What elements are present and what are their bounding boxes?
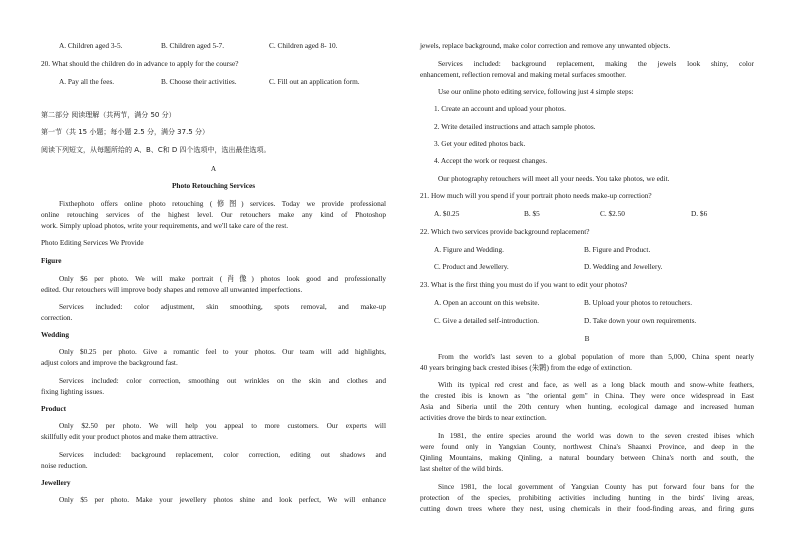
q22-option-c: C. Product and Jewellery. [434,262,509,271]
step-3: 3. Get your edited photos back. [434,139,526,148]
b-para1-line-1: From the world's last seven to a global population of more than 5,000, China spent nearly [438,352,754,361]
wedding-desc-2: adjust colors and improve the background fast. [41,358,178,367]
q23-option-a: A. Open an account on this website. [434,298,540,307]
question-23: 23. What is the first thing you must do if you want to edit your photos? [420,280,628,289]
q22-option-d: D. Wedding and Jewellery. [584,262,663,271]
figure-desc-1: Only $6 per photo. We will make portrait (肖像) photos look good and professionally [59,274,386,283]
intro-line-3: work. Simply upload photos, write your requirements, and we'll take care of the rest. [41,221,289,230]
product-heading: Product [41,404,66,413]
passage-b-letter: B [584,334,590,343]
b-para2-line-3: Asia and Siberia until the 20th century when hunting, ecological damage and increased human [420,402,754,411]
b-para3-line-1: In 1981, the entire species around the world was down to the seven crested ibises which [438,431,754,440]
q20-option-c: C. Fill out an application form. [269,77,360,86]
jewellery-heading: Jewellery [41,478,71,487]
product-services-2: noise reduction. [41,461,88,470]
b-para1-line-2: 40 years bringing back crested ibises (朱鹮) from the edge of extinction. [420,363,632,372]
step-4: 4. Accept the work or request changes. [434,156,548,165]
q19-option-c: C. Children aged 8- 10. [269,41,338,50]
product-desc-2: skillfully edit your product photos and make them attractive. [41,432,218,441]
section-2-title: 第二部分 阅读理解（共两节，满分 50 分） [41,111,176,119]
jewellery-desc-cont: jewels, replace background, make color correction and remove any unwanted objects. [420,41,671,50]
passage-a-title: Photo Retouching Services [171,181,256,190]
jewellery-services-2: enhancement, reflection removal and making metal surfaces smoother. [420,70,627,79]
q19-option-b: B. Children aged 5-7. [161,41,225,50]
step-1: 1. Create an account and upload your photos. [434,104,566,113]
q21-option-c: C. $2.50 [600,209,625,218]
question-20: 20. What should the children do in advance to apply for the course? [41,59,239,68]
q22-option-a: A. Figure and Wedding. [434,245,505,254]
b-para3-line-4: last shelter of the wild birds. [420,464,504,473]
jewellery-desc-1: Only $5 per photo. Make your jewellery photos shine and look perfect, We will enhance [59,495,386,504]
intro-line-1: Fixthephoto offers online photo retouching (修图) services. Today we provide professional [59,199,386,208]
q23-option-d: D. Take down your own requirements. [584,316,697,325]
question-22: 22. Which two services provide background replacement? [420,227,590,236]
figure-heading: Figure [41,256,62,265]
services-heading: Photo Editing Services We Provide [41,238,144,247]
instruction: 阅读下列短文，从每题所给的 A、B、C和 D 四个选项中，选出最佳选项。 [41,146,271,154]
b-para4-line-3: cutting down trees where they nest, using chemicals in their food-finding areas, and firing guns [420,504,754,513]
b-para4-line-1: Since 1981, the local government of Yangxian County has put forward four bans for the [438,482,754,491]
product-desc-1: Only $2.50 per photo. We will help you appeal to more customers. Our experts will [59,421,386,430]
passage-a-letter: A [210,164,217,173]
product-services-1: Services included: background replacement, color correction, editing out shadows and [59,450,386,459]
step-2: 2. Write detailed instructions and attach sample photos. [434,122,596,131]
q22-option-b: B. Figure and Product. [584,245,651,254]
b-para3-line-3: Qinling Mountains, making Qinling, a natural boundary between China's north and south, the [420,453,754,462]
steps-intro: Use our online photo editing service, following just 4 simple steps: [438,87,634,96]
figure-services-1: Services included: color adjustment, skin smoothing, spots removal, and make-up [59,302,386,311]
jewellery-services-1: Services included: background replacement, making the jewels look shiny, color [438,59,754,68]
intro-line-2: online retouching services of the highest level. Our retouchers make any kind of Photoshop [41,210,386,219]
q19-option-a: A. Children aged 3-5. [59,41,123,50]
b-para3-line-2: were found only in Yangxian County, northwest China's Shaanxi Province, and deep in the [420,442,754,451]
wedding-heading: Wedding [41,330,69,339]
b-para2-line-1: With its typical red crest and face, as well as a long black mouth and snow-white feathers, [438,380,754,389]
b-para2-line-2: the crested ibis is known as "the oriental gem" in China. They were once widespread in East [420,391,754,400]
wedding-desc-1: Only $0.25 per photo. Give a romantic feel to your photos. Our team will add highlights, [59,347,386,356]
section-2-part-1: 第一节（共 15 小题；每小题 2.5 分，满分 37.5 分） [41,128,209,136]
figure-services-2: correction. [41,313,73,322]
wedding-services-2: fixing lighting issues. [41,387,105,396]
q21-option-d: D. $6 [691,209,708,218]
q20-option-b: B. Choose their activities. [161,77,237,86]
b-para2-line-4: activities drove the birds to near extinction. [420,413,547,422]
q21-option-a: A. $0.25 [434,209,460,218]
wedding-services-1: Services included: color correction, smoothing out wrinkles on the skin and clothes and [59,376,386,385]
figure-desc-2: edited. Our retouchers will improve body shapes and remove all unwanted imperfections. [41,285,303,294]
closing-line: Our photography retouchers will meet all your needs. You take photos, we edit. [438,174,670,183]
question-21: 21. How much will you spend if your portrait photo needs make-up correction? [420,191,652,200]
q23-option-c: C. Give a detailed self-introduction. [434,316,539,325]
q20-option-a: A. Pay all the fees. [59,77,115,86]
q21-option-b: B. $5 [524,209,540,218]
q23-option-b: B. Upload your photos to retouchers. [584,298,693,307]
b-para4-line-2: protection of the species, prohibiting activities including hunting in the birds' living areas, [420,493,754,502]
